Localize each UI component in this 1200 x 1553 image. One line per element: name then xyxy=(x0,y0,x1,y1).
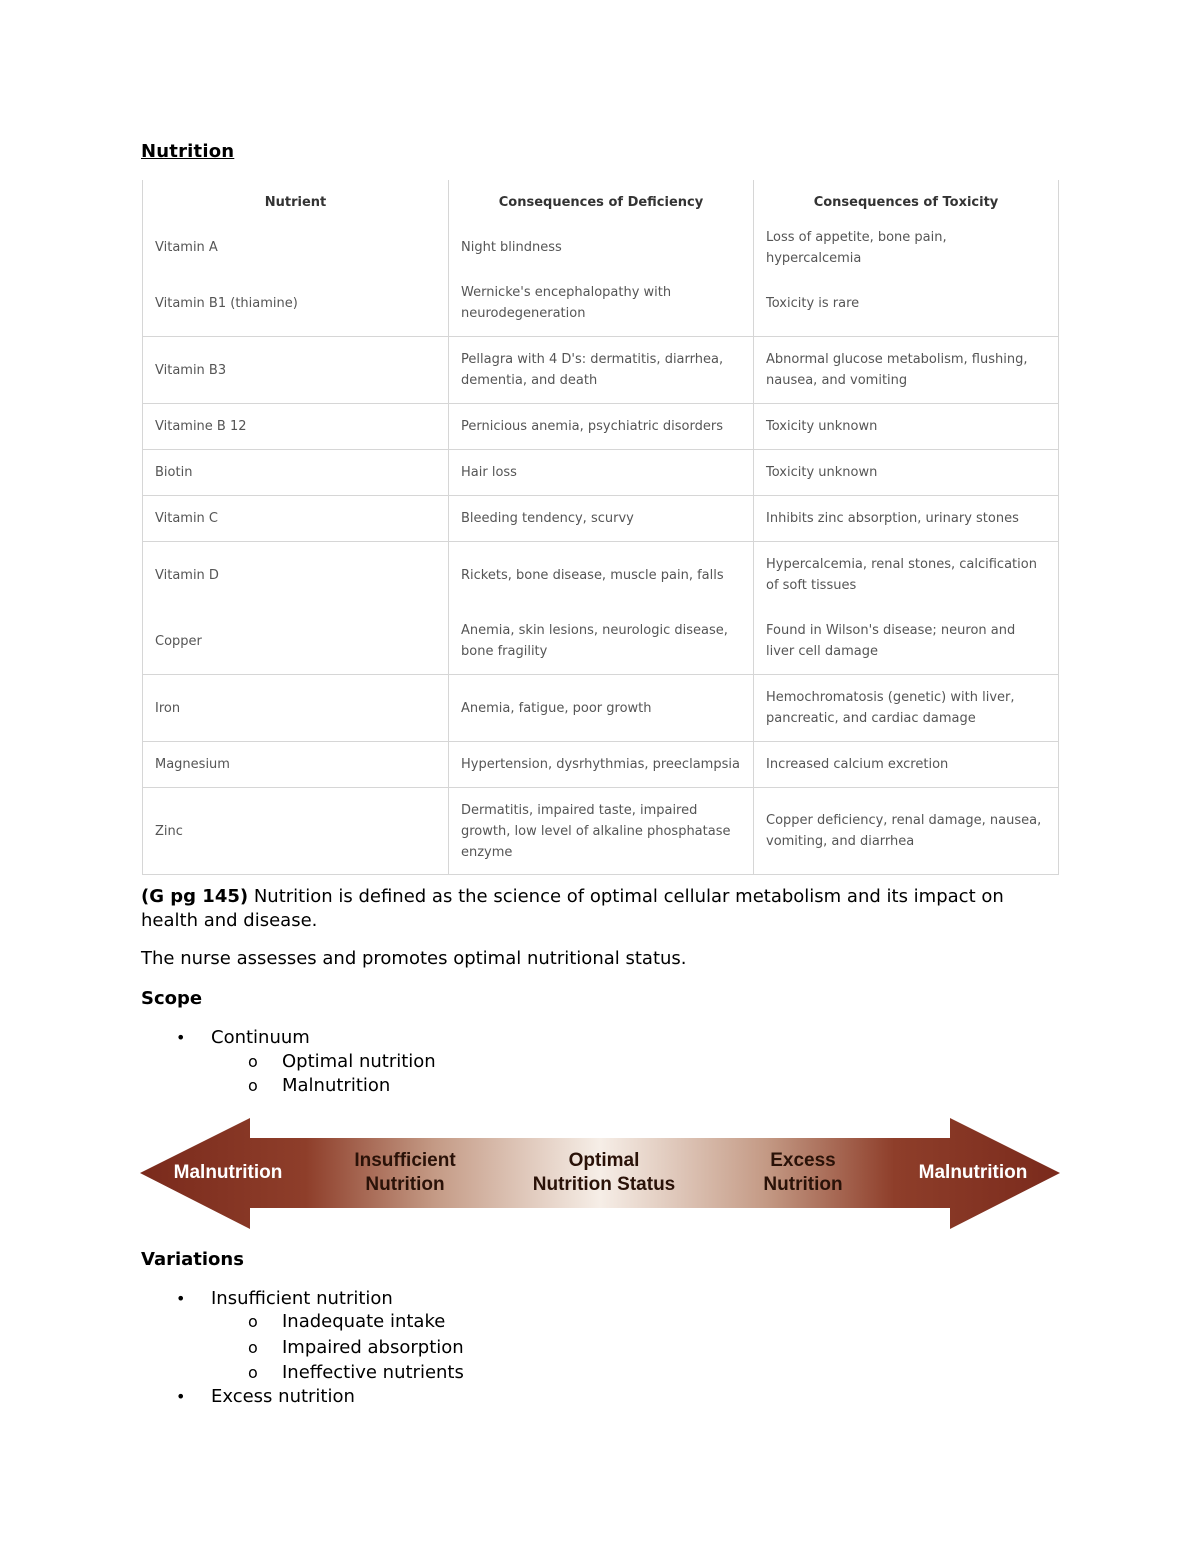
sub-bullet-icon: o xyxy=(248,1052,258,1071)
toxicity-cell: Increased calcium excretion xyxy=(754,742,1059,788)
arrow-label-insufficient: Insufficient Nutrition xyxy=(354,1150,456,1195)
sub-list-item: Ineffective nutrients xyxy=(282,1362,464,1383)
table-row xyxy=(143,404,1059,450)
nutrient-cell: Vitamin C xyxy=(143,496,449,542)
definition-paragraph xyxy=(141,885,1061,933)
deficiency-cell: Dermatitis, impaired taste, impaired growth, low level of alkaline phosphatase enzyme xyxy=(449,788,754,875)
nutrient-table xyxy=(142,180,1059,875)
variations-heading: Variations xyxy=(141,1249,244,1270)
arrow-label-malnutrition-right: Malnutrition xyxy=(918,1162,1028,1183)
table-row xyxy=(143,337,1059,404)
toxicity-cell: Copper deficiency, renal damage, nausea, vomiting, and diarrhea xyxy=(754,788,1059,875)
deficiency-cell: Anemia, fatigue, poor growth xyxy=(449,675,754,742)
table-row xyxy=(143,675,1059,742)
toxicity-cell: Toxicity unknown xyxy=(754,450,1059,496)
table-row xyxy=(143,450,1059,496)
nutrient-cell: Magnesium xyxy=(143,742,449,788)
sub-list-item: Impaired absorption xyxy=(282,1337,464,1358)
table-row xyxy=(143,542,1059,609)
deficiency-cell: Rickets, bone disease, muscle pain, falls xyxy=(449,542,754,609)
sub-list-item: Malnutrition xyxy=(282,1075,391,1096)
toxicity-cell: Inhibits zinc absorption, urinary stones xyxy=(754,496,1059,542)
page-reference: (G pg 145) xyxy=(141,886,249,907)
deficiency-cell: Hypertension, dysrhythmias, preeclampsia xyxy=(449,742,754,788)
column-header-deficiency: Consequences of Deficiency xyxy=(449,180,754,225)
table-row xyxy=(143,608,1059,675)
toxicity-cell: Toxicity unknown xyxy=(754,404,1059,450)
sub-bullet-icon: o xyxy=(248,1312,258,1331)
bullet-icon: • xyxy=(176,1289,186,1308)
sub-list-item: Optimal nutrition xyxy=(282,1051,436,1072)
deficiency-cell: Bleeding tendency, scurvy xyxy=(449,496,754,542)
nutrition-continuum-arrow xyxy=(140,1116,1060,1232)
toxicity-cell: Abnormal glucose metabolism, flushing, nausea, and vomiting xyxy=(754,337,1059,404)
table-row xyxy=(143,496,1059,542)
deficiency-cell: Anemia, skin lesions, neurologic disease, bone fragility xyxy=(449,608,754,675)
deficiency-cell: Pellagra with 4 D's: dermatitis, diarrhea, dementia, and death xyxy=(449,337,754,404)
deficiency-cell: Wernicke's encephalopathy with neurodegeneration xyxy=(449,270,754,337)
table-row xyxy=(143,225,1059,270)
table-row xyxy=(143,742,1059,788)
sub-bullet-icon: o xyxy=(248,1076,258,1095)
list-item: Excess nutrition xyxy=(211,1386,355,1407)
toxicity-cell: Hypercalcemia, renal stones, calcification of soft tissues xyxy=(754,542,1059,609)
sub-bullet-icon: o xyxy=(248,1363,258,1382)
nutrient-cell: Vitamin A xyxy=(143,225,449,270)
nutrient-cell: Vitamine B 12 xyxy=(143,404,449,450)
nutrient-cell: Iron xyxy=(143,675,449,742)
bullet-icon: • xyxy=(176,1387,186,1406)
toxicity-cell: Found in Wilson's disease; neuron and liver cell damage xyxy=(754,608,1059,675)
nutrient-cell: Zinc xyxy=(143,788,449,875)
deficiency-cell: Hair loss xyxy=(449,450,754,496)
sub-list-item: Inadequate intake xyxy=(282,1311,446,1332)
arrow-label-malnutrition-left: Malnutrition xyxy=(173,1162,283,1183)
table-header-row xyxy=(143,180,1059,225)
bullet-icon: • xyxy=(176,1028,186,1047)
column-header-nutrient: Nutrient xyxy=(143,180,449,225)
list-item: Continuum xyxy=(211,1027,310,1048)
deficiency-cell: Pernicious anemia, psychiatric disorders xyxy=(449,404,754,450)
nutrient-cell: Copper xyxy=(143,608,449,675)
sub-bullet-icon: o xyxy=(248,1338,258,1357)
arrow-label-excess: Excess Nutrition xyxy=(763,1150,843,1195)
page-title: Nutrition xyxy=(141,141,235,162)
table-row xyxy=(143,270,1059,337)
definition-text: Nutrition is defined as the science of optimal cellular metabolism and its impact on health and disease. xyxy=(141,886,1004,931)
toxicity-cell: Hemochromatosis (genetic) with liver, pancreatic, and cardiac damage xyxy=(754,675,1059,742)
nutrient-cell: Biotin xyxy=(143,450,449,496)
toxicity-cell: Loss of appetite, bone pain, hypercalcemia xyxy=(754,225,1059,270)
toxicity-cell: Toxicity is rare xyxy=(754,270,1059,337)
nutrient-cell: Vitamin D xyxy=(143,542,449,609)
nurse-statement: The nurse assesses and promotes optimal nutritional status. xyxy=(141,948,687,969)
deficiency-cell: Night blindness xyxy=(449,225,754,270)
nutrient-cell: Vitamin B1 (thiamine) xyxy=(143,270,449,337)
nutrient-cell: Vitamin B3 xyxy=(143,337,449,404)
table-row xyxy=(143,788,1059,875)
scope-heading: Scope xyxy=(141,988,203,1009)
arrow-label-optimal: Optimal Nutrition Status xyxy=(532,1150,676,1195)
column-header-toxicity: Consequences of Toxicity xyxy=(754,180,1059,225)
list-item: Insufficient nutrition xyxy=(211,1288,393,1309)
